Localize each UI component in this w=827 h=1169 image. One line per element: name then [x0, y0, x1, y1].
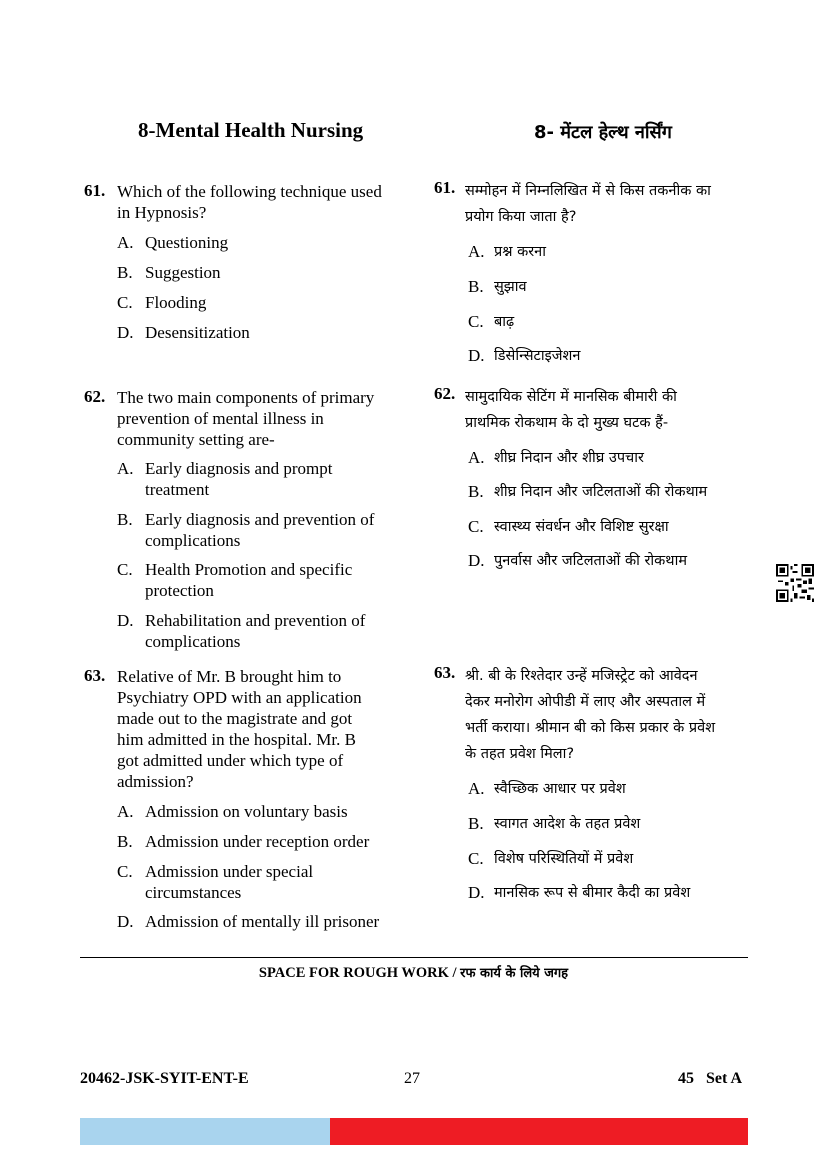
- rough-work-label-hi: रफ कार्य के लिये जगह: [460, 966, 569, 981]
- hi-option-label: D.: [468, 346, 485, 365]
- hi-option-label: C.: [468, 849, 484, 868]
- hi-option-text: स्वास्थ्य संवर्धन और विशिष्ट सुरक्षा: [494, 519, 669, 535]
- en-option-text: Questioning: [145, 233, 229, 252]
- en-question-number: 63.: [84, 666, 106, 685]
- hi-question-text: प्राथमिक रोकथाम के दो मुख्य घटक हैं-: [465, 415, 669, 431]
- hi-question-text: प्रयोग किया जाता है?: [465, 209, 577, 225]
- section-title-english: 8-Mental Health Nursing: [138, 118, 364, 142]
- hi-option-text: बाढ़: [494, 314, 515, 330]
- hi-option-text: स्वागत आदेश के तहत प्रवेश: [494, 816, 641, 832]
- en-option-label: C.: [117, 293, 133, 312]
- page-number: 27: [404, 1070, 420, 1087]
- hi-option-label: B.: [468, 814, 484, 833]
- hi-option-label: B.: [468, 277, 484, 296]
- hi-option-label: A.: [468, 448, 485, 467]
- hi-option-text: प्रश्न करना: [494, 244, 546, 260]
- hi-question-text: श्री. बी के रिश्तेदार उन्हें मजिस्ट्रेट को आवेदन: [465, 668, 698, 684]
- hi-question-number: 63.: [434, 663, 456, 682]
- set-label: 45 Set A: [678, 1070, 742, 1087]
- en-question-text: admission?: [117, 772, 194, 791]
- en-option-text: treatment: [145, 480, 210, 499]
- hi-question-text: सामुदायिक सेटिंग में मानसिक बीमारी की: [465, 389, 677, 405]
- en-question-text: made out to the magistrate and got: [117, 709, 353, 728]
- en-question-text: prevention of mental illness in: [117, 409, 324, 428]
- en-question-text: in Hypnosis?: [117, 203, 207, 222]
- en-option-text: circumstances: [145, 883, 242, 902]
- en-option-label: D.: [117, 323, 134, 342]
- rough-work-label-en: SPACE FOR ROUGH WORK /: [258, 965, 461, 981]
- en-option-text: Admission under special: [145, 862, 314, 881]
- en-option-label: B.: [117, 263, 133, 282]
- rough-work-label: [0, 963, 827, 982]
- qr-code-icon: [776, 564, 814, 602]
- section-title-hindi: 8- मेंटल हेल्थ नर्सिंग: [534, 122, 672, 143]
- en-option-label: D.: [117, 912, 134, 931]
- paper-code: 20462-JSK-SYIT-ENT-E: [80, 1070, 249, 1087]
- hi-question-text: देकर मनोरोग ओपीडी में लाए और अस्पताल में: [465, 694, 706, 710]
- hi-option-text: स्वैच्छिक आधार पर प्रवेश: [494, 781, 626, 797]
- hi-option-text: सुझाव: [494, 279, 527, 295]
- hi-question-number: 61.: [434, 178, 456, 197]
- en-question-number: 62.: [84, 387, 106, 406]
- hi-option-label: A.: [468, 779, 485, 798]
- en-option-text: complications: [145, 531, 241, 550]
- en-option-text: Early diagnosis and prompt: [145, 459, 333, 478]
- rough-work-divider: [80, 957, 748, 958]
- en-question-text: got admitted under which type of: [117, 751, 344, 770]
- en-option-label: A.: [117, 802, 134, 821]
- hi-option-text: पुनर्वास और जटिलताओं की रोकथाम: [494, 553, 688, 569]
- en-option-text: complications: [145, 632, 241, 651]
- en-question-text: him admitted in the hospital. Mr. B: [117, 730, 356, 749]
- en-option-label: B.: [117, 832, 133, 851]
- hi-question-text: भर्ती कराया। श्रीमान बी को किस प्रकार के प्रवेश: [465, 720, 716, 736]
- en-question-text: Which of the following technique used: [117, 182, 382, 201]
- en-option-label: C.: [117, 560, 133, 579]
- en-question-text: The two main components of primary: [117, 388, 375, 407]
- en-option-text: Early diagnosis and prevention of: [145, 510, 375, 529]
- hi-option-label: C.: [468, 517, 484, 536]
- en-question-number: 61.: [84, 181, 106, 200]
- hi-question-number: 62.: [434, 384, 456, 403]
- en-option-label: A.: [117, 233, 134, 252]
- en-option-label: A.: [117, 459, 134, 478]
- hi-option-label: D.: [468, 883, 485, 902]
- hi-option-text: शीघ्र निदान और शीघ्र उपचार: [494, 450, 644, 466]
- hi-option-text: शीघ्र निदान और जटिलताओं की रोकथाम: [494, 484, 708, 500]
- hi-option-label: A.: [468, 242, 485, 261]
- en-option-text: Admission on voluntary basis: [145, 802, 348, 821]
- en-option-text: Flooding: [145, 293, 207, 312]
- en-question-text: community setting are-: [117, 430, 275, 449]
- hi-option-label: C.: [468, 312, 484, 331]
- en-option-text: Suggestion: [145, 263, 221, 282]
- hi-option-label: B.: [468, 482, 484, 501]
- hi-option-text: मानसिक रूप से बीमार कैदी का प्रवेश: [494, 885, 691, 901]
- hi-option-text: विशेष परिस्थितियों में प्रवेश: [494, 851, 634, 867]
- footer-bar-red: [330, 1118, 748, 1145]
- en-option-label: C.: [117, 862, 133, 881]
- en-option-text: Desensitization: [145, 323, 250, 342]
- en-question-text: Psychiatry OPD with an application: [117, 688, 362, 707]
- hi-question-text: के तहत प्रवेश मिला?: [465, 746, 575, 762]
- en-option-text: Admission under reception order: [145, 832, 370, 851]
- en-option-text: Rehabilitation and prevention of: [145, 611, 366, 630]
- hi-option-label: D.: [468, 551, 485, 570]
- en-option-text: Admission of mentally ill prisoner: [145, 912, 380, 931]
- en-option-text: protection: [145, 581, 214, 600]
- en-option-label: B.: [117, 510, 133, 529]
- hi-option-text: डिसेन्सिटाइजेशन: [494, 348, 581, 364]
- footer-bar-blue: [80, 1118, 330, 1145]
- en-option-text: Health Promotion and specific: [145, 560, 353, 579]
- hi-question-text: सम्मोहन में निम्नलिखित में से किस तकनीक का: [465, 183, 711, 199]
- en-option-label: D.: [117, 611, 134, 630]
- en-question-text: Relative of Mr. B brought him to: [117, 667, 342, 686]
